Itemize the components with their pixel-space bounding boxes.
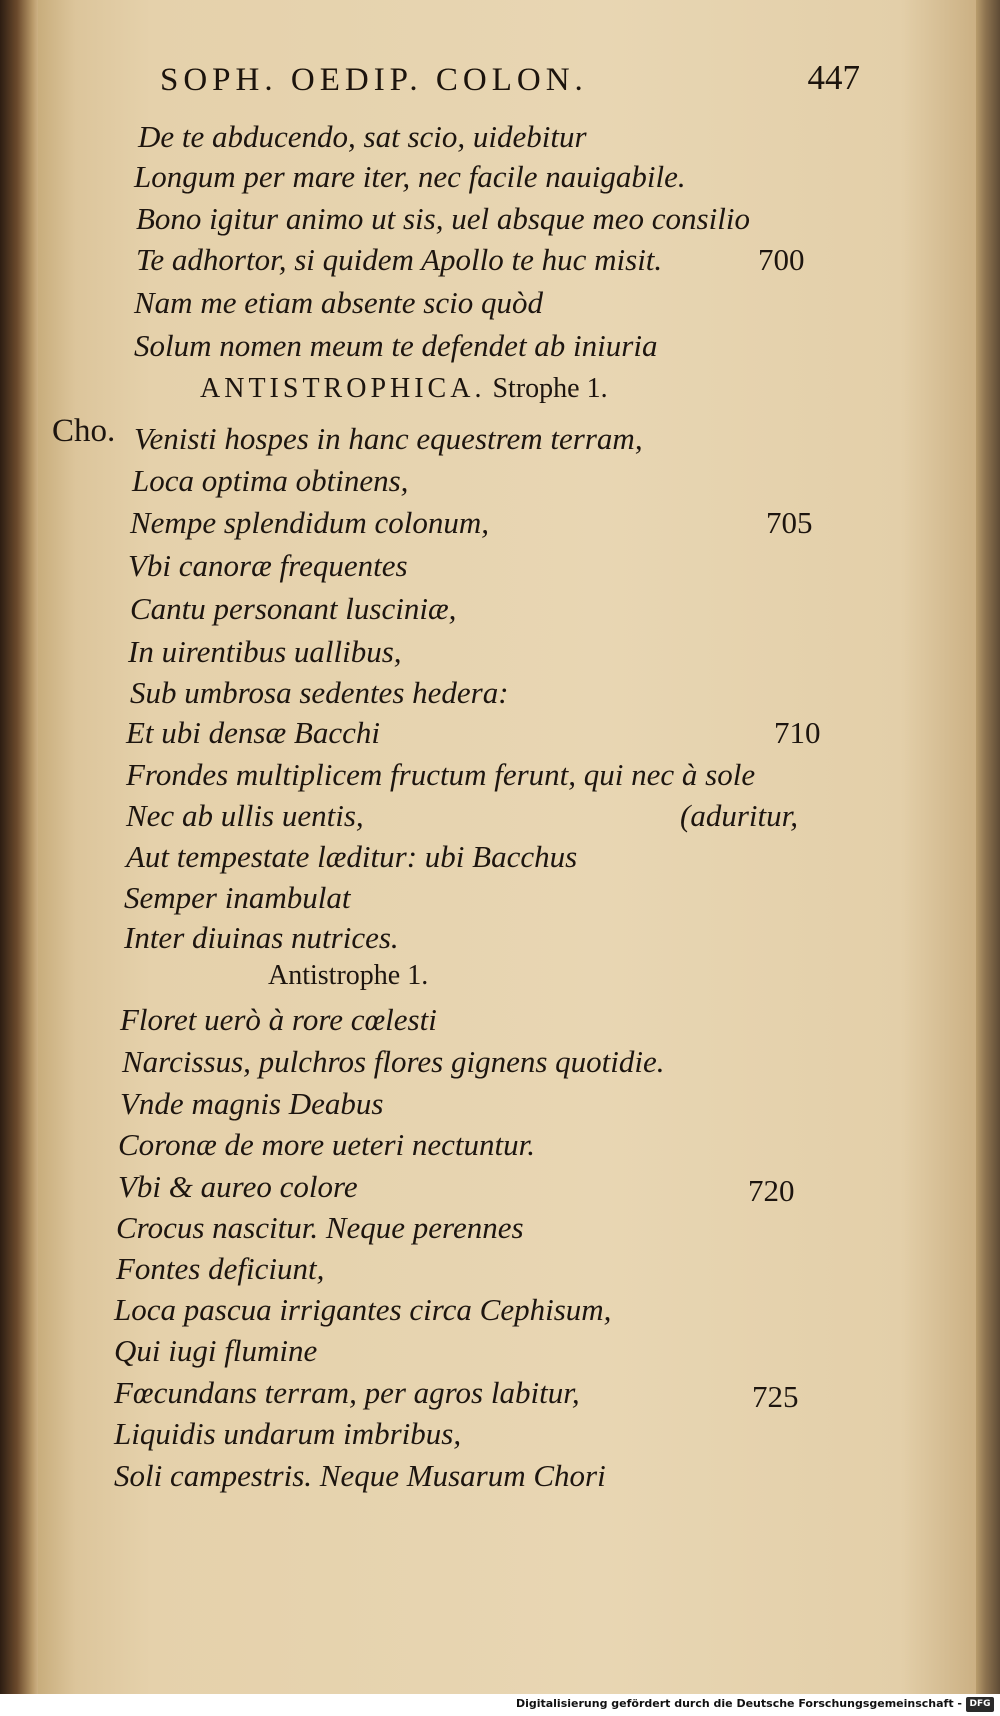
book-gutter — [0, 0, 38, 1716]
heading-rest: Strophe 1. — [485, 373, 608, 404]
verse-line: Frondes multiplicem fructum ferunt, qui nec à sole — [126, 757, 756, 792]
verse-line: Crocus nascitur. Neque perennes — [116, 1210, 524, 1245]
verse-line: Nempe splendidum colonum, — [130, 505, 490, 540]
verse-line: Floret uerò à rore cœlesti — [120, 1002, 437, 1037]
verse-line: Longum per mare iter, nec facile nauigabile. — [134, 159, 686, 194]
verse-line: Vbi & aureo colore — [118, 1169, 358, 1204]
running-head: SOPH. OEDIP. COLON. — [160, 62, 588, 98]
page-number: 447 — [807, 58, 860, 97]
line-number: 725 — [752, 1379, 799, 1414]
verse-line-turnover: (aduritur, — [680, 798, 798, 833]
verse-line: Coronæ de more ueteri nectuntur. — [118, 1127, 536, 1162]
verse-line: Loca optima obtinens, — [132, 463, 409, 498]
verse-line: Semper inambulat — [124, 880, 351, 915]
verse-line: Et ubi densæ Bacchi — [126, 715, 380, 750]
page-header — [160, 58, 860, 112]
verse-line: Vbi canoræ frequentes — [128, 548, 408, 583]
verse-line: Cantu personant lusciniæ, — [130, 591, 457, 626]
verse-line: In uirentibus uallibus, — [128, 634, 402, 669]
verse-line: Nam me etiam absente scio quòd — [134, 285, 543, 320]
funding-credit: Digitalisierung gefördert durch die Deutsche Forschungsgemeinschaft - — [515, 1697, 962, 1710]
verse-line: Nec ab ullis uentis, — [126, 798, 364, 833]
verse-line: Narcissus, pulchros flores gignens quotidie. — [122, 1044, 665, 1079]
verse-line: Sub umbrosa sedentes hedera: — [130, 675, 509, 710]
verse-line: Aut tempestate læditur: ubi Bacchus — [126, 839, 578, 874]
verse-line: Liquidis undarum imbribus, — [114, 1416, 462, 1451]
digitization-footer — [0, 1694, 1000, 1716]
section-heading-antistrophe: Antistrophe 1. — [268, 960, 429, 991]
verse-line: Solum nomen meum te defendet ab iniuria — [134, 328, 658, 363]
verse-line: Te adhortor, si quidem Apollo te huc misit. — [136, 242, 663, 277]
verse-line: Qui iugi flumine — [114, 1333, 318, 1368]
verse-line: De te abducendo, sat scio, uidebitur — [138, 119, 587, 154]
speaker-label: Cho. — [52, 413, 116, 449]
verse-line: Fontes deficiunt, — [116, 1251, 325, 1286]
verse-line: Soli campestris. Neque Musarum Chori — [114, 1458, 606, 1493]
verse-line: Loca pascua irrigantes circa Cephisum, — [114, 1292, 612, 1327]
verse-line: Vnde magnis Deabus — [120, 1086, 384, 1121]
page-edge — [976, 0, 1000, 1716]
verse-line: Fœcundans terram, per agros labitur, — [114, 1375, 580, 1410]
line-number: 720 — [748, 1173, 795, 1208]
line-number: 705 — [766, 505, 813, 540]
dfg-logo-icon: DFG — [966, 1697, 994, 1712]
heading-caps: ANTISTROPHICA. — [200, 373, 486, 404]
verse-line: Bono igitur animo ut sis, uel absque meo consilio — [136, 201, 750, 236]
line-number: 710 — [774, 715, 821, 750]
verse-line: Venisti hospes in hanc equestrem terram, — [134, 421, 643, 456]
verse-line: Inter diuinas nutrices. — [124, 920, 399, 955]
line-number: 700 — [758, 242, 805, 277]
section-heading-antistrophica — [200, 369, 608, 409]
